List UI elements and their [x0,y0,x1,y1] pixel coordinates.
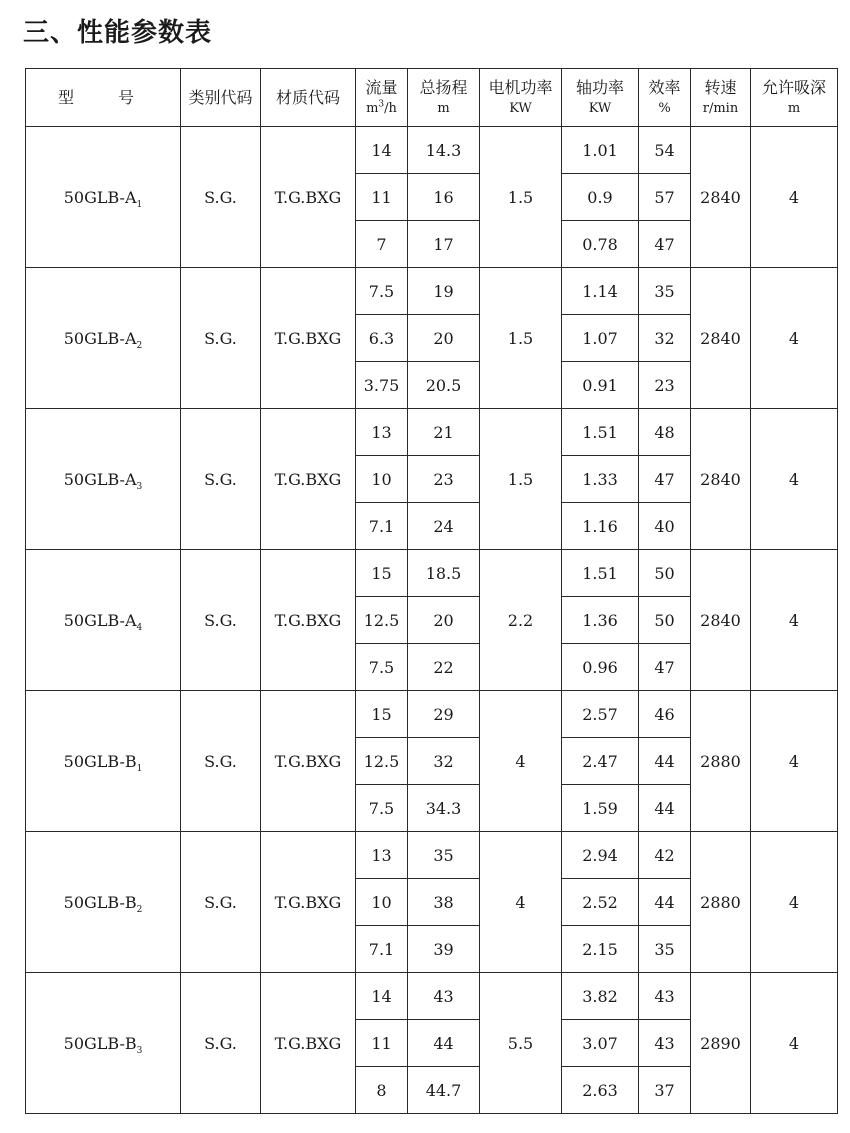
shaft-power-cell: 1.14 [562,268,639,315]
model-cell: $50GLB-A_4$ [26,550,181,691]
head-cell: 29 [408,691,480,738]
head-cell: 44.7 [408,1067,480,1114]
flow-cell: 7.1 [356,503,408,550]
table-row [26,409,838,456]
model-cell: $50GLB-A_2$ [26,268,181,409]
header-speed-unit: r/min [702,100,739,116]
model-cell: $50GLB-B_3$ [26,973,181,1114]
efficiency-cell: 50 [639,550,691,597]
speed-cell: 2840 [691,268,751,409]
category-cell: S.G. [181,127,261,268]
header-speed [691,69,751,127]
shaft-power-cell: 2.94 [562,832,639,879]
category-cell: S.G. [181,973,261,1114]
efficiency-cell: 37 [639,1067,691,1114]
flow-cell: 11 [356,1020,408,1067]
shaft-power-cell: 3.07 [562,1020,639,1067]
material-cell: T.G.BXG [261,268,356,409]
header-speed-label: 转速 [704,77,737,97]
header-head-label: 总扬程 [419,77,468,97]
suction-cell: 4 [751,550,838,691]
header-flow [356,69,408,127]
shaft-power-cell: 0.96 [562,644,639,691]
speed-cell: 2840 [691,550,751,691]
motor-power-cell: 5.5 [480,973,562,1114]
motor-power-cell: 4 [480,691,562,832]
header-motor-label: 电机功率 [488,77,553,97]
head-cell: 14.3 [408,127,480,174]
head-cell: 20 [408,597,480,644]
header-head-unit: m [437,100,450,116]
flow-cell: 10 [356,456,408,503]
head-cell: 18.5 [408,550,480,597]
header-motor [480,69,562,127]
category-cell: S.G. [181,268,261,409]
header-suction-unit: m [787,100,801,116]
material-cell: T.G.BXG [261,550,356,691]
header-shaft-unit: KW [588,100,612,116]
efficiency-cell: 43 [639,973,691,1020]
suction-cell: 4 [751,832,838,973]
head-cell: 24 [408,503,480,550]
shaft-power-cell: 3.82 [562,973,639,1020]
flow-cell: 12.5 [356,597,408,644]
header-suction [751,69,838,127]
head-cell: 34.3 [408,785,480,832]
model-cell: $50GLB-B_1$ [26,691,181,832]
head-cell: 23 [408,456,480,503]
header-shaft [562,69,639,127]
shaft-power-cell: 2.57 [562,691,639,738]
speed-cell: 2840 [691,127,751,268]
head-cell: 17 [408,221,480,268]
shaft-power-cell: 1.16 [562,503,639,550]
efficiency-cell: 44 [639,738,691,785]
table-row [26,973,838,1020]
flow-cell: 15 [356,691,408,738]
header-flow-label: 流量 [365,77,398,97]
header-category: 类别代码 [181,69,261,127]
efficiency-cell: 47 [639,644,691,691]
shaft-power-cell: 2.15 [562,926,639,973]
material-cell: T.G.BXG [261,832,356,973]
efficiency-cell: 40 [639,503,691,550]
category-cell: S.G. [181,691,261,832]
suction-cell: 4 [751,409,838,550]
table-row [26,127,838,174]
shaft-power-cell: 1.36 [562,597,639,644]
header-head [408,69,480,127]
head-cell: 32 [408,738,480,785]
header-model: 型 号 [26,69,181,127]
performance-table [25,68,838,1114]
flow-cell: 7 [356,221,408,268]
efficiency-cell: 35 [639,268,691,315]
head-cell: 44 [408,1020,480,1067]
flow-cell: 15 [356,550,408,597]
table-row [26,268,838,315]
shaft-power-cell: 1.01 [562,127,639,174]
head-cell: 20.5 [408,362,480,409]
material-cell: T.G.BXG [261,409,356,550]
head-cell: 39 [408,926,480,973]
flow-cell: 6.3 [356,315,408,362]
head-cell: 35 [408,832,480,879]
efficiency-cell: 43 [639,1020,691,1067]
header-suction-label: 允许吸深 [761,77,826,97]
shaft-power-cell: 0.9 [562,174,639,221]
model-cell: $50GLB-B_2$ [26,832,181,973]
header-efficiency-unit: % [658,100,671,116]
motor-power-cell: 2.2 [480,550,562,691]
flow-cell: 7.1 [356,926,408,973]
material-cell: T.G.BXG [261,127,356,268]
efficiency-cell: 44 [639,785,691,832]
speed-cell: 2880 [691,832,751,973]
head-cell: 38 [408,879,480,926]
shaft-power-cell: 2.63 [562,1067,639,1114]
suction-cell: 4 [751,973,838,1114]
efficiency-cell: 46 [639,691,691,738]
flow-cell: 12.5 [356,738,408,785]
shaft-power-cell: 1.33 [562,456,639,503]
table-body [26,127,838,1114]
efficiency-cell: 32 [639,315,691,362]
header-shaft-label: 轴功率 [575,77,624,97]
flow-cell: 3.75 [356,362,408,409]
head-cell: 21 [408,409,480,456]
header-material: 材质代码 [261,69,356,127]
category-cell: S.G. [181,409,261,550]
category-cell: S.G. [181,550,261,691]
table-row [26,691,838,738]
head-cell: 20 [408,315,480,362]
shaft-power-cell: 1.51 [562,409,639,456]
efficiency-cell: 44 [639,879,691,926]
category-cell: S.G. [181,832,261,973]
flow-cell: 8 [356,1067,408,1114]
flow-cell: 7.5 [356,644,408,691]
efficiency-cell: 57 [639,174,691,221]
head-cell: 22 [408,644,480,691]
speed-cell: 2880 [691,691,751,832]
table-row [26,550,838,597]
shaft-power-cell: 1.51 [562,550,639,597]
material-cell: T.G.BXG [261,973,356,1114]
shaft-power-cell: 0.78 [562,221,639,268]
motor-power-cell: 4 [480,832,562,973]
motor-power-cell: 1.5 [480,268,562,409]
speed-cell: 2890 [691,973,751,1114]
shaft-power-cell: 2.47 [562,738,639,785]
efficiency-cell: 48 [639,409,691,456]
header-motor-unit: KW [509,100,532,116]
head-cell: 16 [408,174,480,221]
efficiency-cell: 47 [639,456,691,503]
flow-cell: 13 [356,409,408,456]
flow-cell: 10 [356,879,408,926]
material-cell: T.G.BXG [261,691,356,832]
flow-cell: 13 [356,832,408,879]
header-row [26,69,838,127]
efficiency-cell: 54 [639,127,691,174]
flow-cell: 7.5 [356,785,408,832]
model-cell: $50GLB-A_1$ [26,127,181,268]
motor-power-cell: 1.5 [480,409,562,550]
motor-power-cell: 1.5 [480,127,562,268]
speed-cell: 2840 [691,409,751,550]
efficiency-cell: 35 [639,926,691,973]
page-title: 三、性能参数表 [23,18,213,48]
efficiency-cell: 47 [639,221,691,268]
efficiency-cell: 50 [639,597,691,644]
head-cell: 43 [408,973,480,1020]
head-cell: 19 [408,268,480,315]
shaft-power-cell: 1.59 [562,785,639,832]
table-row [26,832,838,879]
shaft-power-cell: 2.52 [562,879,639,926]
flow-cell: 7.5 [356,268,408,315]
header-efficiency [639,69,691,127]
shaft-power-cell: 0.91 [562,362,639,409]
suction-cell: 4 [751,127,838,268]
header-efficiency-label: 效率 [648,77,681,97]
shaft-power-cell: 1.07 [562,315,639,362]
header-flow-unit: $m^3/h$ [366,99,397,116]
suction-cell: 4 [751,691,838,832]
model-cell: $50GLB-A_3$ [26,409,181,550]
flow-cell: 11 [356,174,408,221]
flow-cell: 14 [356,127,408,174]
suction-cell: 4 [751,268,838,409]
flow-cell: 14 [356,973,408,1020]
efficiency-cell: 23 [639,362,691,409]
efficiency-cell: 42 [639,832,691,879]
